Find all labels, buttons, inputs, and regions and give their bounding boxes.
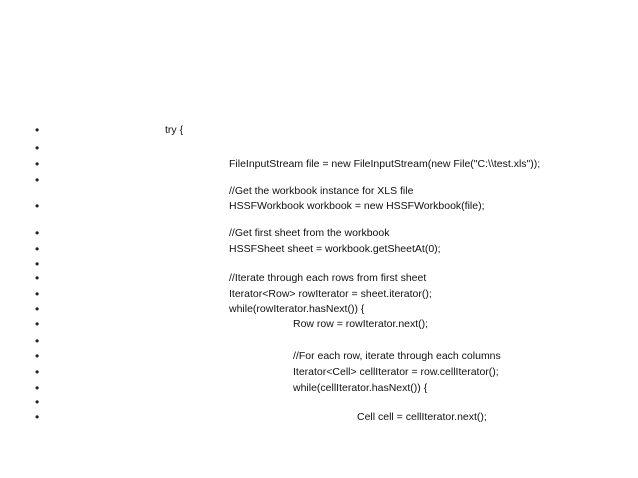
code-line-cell-iterator: Iterator<Cell> cellIterator = row.cellIterator(); — [293, 366, 499, 378]
bullet-4: • — [35, 173, 40, 187]
code-line-row-iterator: Iterator<Row> rowIterator = sheet.iterator(); — [229, 288, 432, 300]
code-line-comment-rows: //Iterate through each rows from first sheet — [229, 272, 427, 284]
bullet-12: • — [35, 317, 40, 331]
bullet-8: • — [35, 257, 40, 271]
code-line-comment-columns: //For each row, iterate through each columns — [293, 350, 501, 362]
bullet-5: • — [35, 199, 40, 213]
code-line-workbook: HSSFWorkbook workbook = new HSSFWorkbook(file); — [229, 200, 485, 212]
bullet-1: • — [35, 123, 40, 137]
bullet-7: • — [35, 242, 40, 256]
bullet-2: • — [35, 141, 40, 155]
bullet-16: • — [35, 381, 40, 395]
bullet-6: • — [35, 226, 40, 240]
code-line-comment-workbook: //Get the workbook instance for XLS file — [229, 185, 414, 197]
code-line-while-cells: while(cellIterator.hasNext()) { — [293, 382, 428, 394]
bullet-11: • — [35, 302, 40, 316]
code-line-cell: Cell cell = cellIterator.next(); — [357, 411, 487, 423]
code-line-while-rows: while(rowIterator.hasNext()) { — [229, 303, 365, 315]
code-line-sheet: HSSFSheet sheet = workbook.getSheetAt(0); — [229, 243, 441, 255]
bullet-9: • — [35, 271, 40, 285]
bullet-18: • — [35, 410, 40, 424]
bullet-10: • — [35, 287, 40, 301]
code-line-row: Row row = rowIterator.next(); — [293, 318, 429, 330]
bullet-17: • — [35, 395, 40, 409]
code-line-fileinputstream: FileInputStream file = new FileInputStream(new File("C:\\test.xls")); — [229, 158, 541, 170]
bullet-14: • — [35, 349, 40, 363]
bullet-13: • — [35, 334, 40, 348]
bullet-3: • — [35, 157, 40, 171]
code-line-try: try { — [165, 124, 184, 136]
bullet-15: • — [35, 365, 40, 379]
code-line-comment-sheet: //Get first sheet from the workbook — [229, 227, 390, 239]
